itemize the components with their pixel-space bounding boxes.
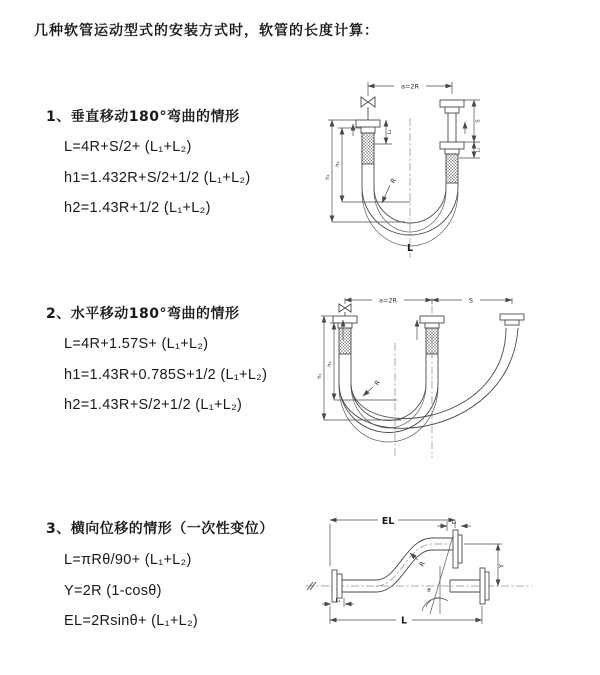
formula-line: EL=2Rsinθ+ (L₁+L₂) (64, 613, 199, 629)
h2-label: h₂ (327, 361, 333, 367)
section-3-formulas (64, 545, 198, 637)
dimension-span (368, 82, 452, 96)
valve-icon (339, 304, 351, 316)
lower-right-flange (480, 568, 489, 604)
upper-right-flange (453, 530, 462, 568)
radius-label: R (417, 560, 427, 568)
el-label: EL (381, 516, 395, 527)
fit1-label: L₁ (387, 129, 393, 135)
formula-line: L=πRθ/90+ (L₁+L₂) (64, 552, 192, 568)
left-flange (333, 316, 357, 328)
h1-label: h₁ (317, 373, 323, 379)
right-flange-lower (440, 142, 464, 154)
formula-line: L=4R+S/2+ (L₁+L₂) (64, 139, 192, 155)
dimension-el (330, 516, 455, 566)
length-label: L (400, 615, 408, 627)
span-label: a=2R (400, 82, 420, 91)
section-3-heading: 3、横向位移的情形（一次性变位） (46, 521, 274, 537)
pipe-stem (448, 113, 456, 142)
angle-construction (422, 536, 453, 614)
braided-section (446, 154, 458, 183)
fit2-label: L₂ (451, 520, 457, 526)
right-flange-moved (500, 314, 524, 325)
dimension-length (330, 606, 482, 627)
section-1-formulas (64, 132, 251, 224)
radius-callout (382, 176, 398, 203)
formula-line: L=4R+1.57S+ (L₁+L₂) (64, 336, 209, 352)
section-1-heading: 1、垂直移动180°弯曲的情形 (46, 109, 240, 125)
braided-section (362, 133, 374, 164)
right-flange-upper (440, 100, 464, 113)
radius-label: R (372, 378, 382, 388)
diagram-horizontal-180-bend (312, 288, 527, 466)
offset-label: Y (497, 564, 506, 568)
formula-line: h1=1.432R+S/2+1/2 (L₁+L₂) (64, 169, 251, 186)
angle-label: θ (427, 588, 431, 594)
stroke-label: S (468, 296, 474, 305)
braided-section (339, 328, 351, 354)
section-2-heading: 2、水平移动180°弯曲的情形 (46, 306, 240, 322)
formula-line: h1=1.43R+0.785S+1/2 (L₁+L₂) (64, 366, 268, 383)
radius-callout (363, 378, 382, 396)
radius-label: R (388, 176, 398, 186)
section-2-formulas (64, 329, 267, 421)
formula-line: h2=1.43R+1/2 (L₁+L₂) (64, 200, 211, 216)
stroke-label: S (475, 119, 482, 123)
h2-label: h₂ (335, 161, 341, 167)
hose-curves (376, 538, 453, 592)
dimension-fit2 (437, 520, 471, 531)
valve-icon (361, 97, 375, 120)
left-flange (356, 120, 380, 133)
fit2-label: L₂ (475, 147, 482, 153)
dimension-fit1 (322, 598, 354, 607)
length-label: L (406, 243, 414, 254)
formula-line: h2=1.43R+S/2+1/2 (L₁+L₂) (64, 397, 243, 413)
dimension-h2 (327, 323, 397, 400)
dimension-stroke (464, 100, 482, 142)
braided-section (426, 328, 438, 354)
dimension-span (345, 297, 512, 305)
diagram-lateral-displacement (300, 508, 540, 648)
fit1-label: L₁ (335, 598, 341, 604)
diagram-vertical-180-bend (310, 72, 530, 264)
page-title: 几种软管运动型式的安装方式时，软管的长度计算： (34, 23, 379, 39)
dimension-stroke (432, 297, 512, 305)
h1-label: h₁ (325, 174, 331, 180)
middle-flange (420, 316, 444, 328)
formula-line: Y=2R (1-cosθ) (64, 582, 162, 599)
span-label: a=2R (378, 296, 398, 305)
